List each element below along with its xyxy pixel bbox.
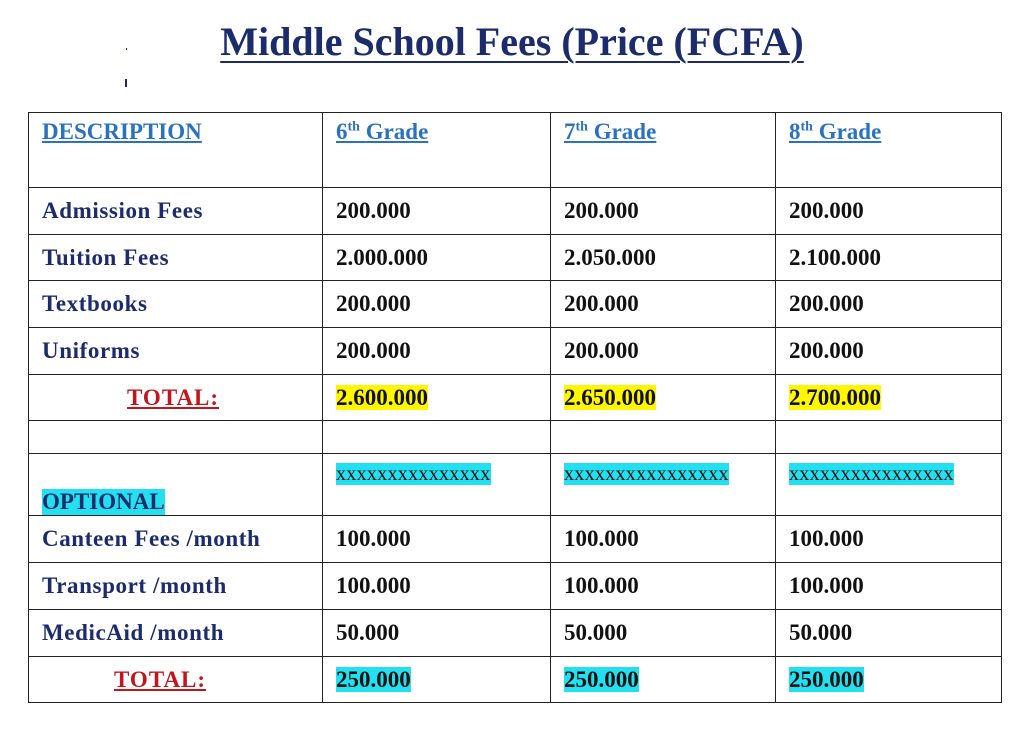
cell-value: 2.050.000: [551, 235, 776, 281]
cell-value: 2.000.000: [323, 235, 551, 281]
header-grade-6: 6th Grade: [323, 113, 551, 188]
placeholder-fill: xxxxxxxxxxxxxxx: [336, 463, 491, 485]
cell-value: 200.000: [551, 328, 776, 375]
cell-value: 100.000: [323, 563, 551, 610]
row-label: Transport /month: [29, 563, 323, 610]
total-cell: [551, 375, 776, 421]
row-label: Admission Fees: [29, 188, 323, 235]
decorative-speck: [125, 79, 127, 87]
table-row: [29, 563, 1002, 610]
optional-label: OPTIONAL: [42, 489, 165, 514]
total-value: 250.000: [789, 666, 864, 692]
cell-value: 200.000: [776, 328, 1002, 375]
cell-value: 200.000: [323, 328, 551, 375]
cell-value: 200.000: [551, 281, 776, 328]
cell-value: 200.000: [776, 281, 1002, 328]
total-value: 250.000: [564, 666, 639, 692]
table-row: [29, 188, 1002, 235]
empty-row: [29, 421, 1002, 454]
cell-value: 200.000: [776, 188, 1002, 235]
optional-label-cell: [29, 454, 323, 516]
cell-value: 100.000: [776, 516, 1002, 563]
total-label: TOTAL:: [127, 384, 220, 410]
table-row: [29, 610, 1002, 657]
total-value: 2.700.000: [789, 384, 881, 410]
table-row: [29, 281, 1002, 328]
cell-value: 100.000: [776, 563, 1002, 610]
total-value: 2.650.000: [564, 384, 656, 410]
total-label-cell: [29, 657, 323, 703]
total-label: TOTAL:: [114, 666, 207, 692]
total-label-cell: [29, 375, 323, 421]
cell-value: 100.000: [551, 516, 776, 563]
header-grade-7: 7th Grade: [551, 113, 776, 188]
table-row: [29, 516, 1002, 563]
optional-header-row: [29, 454, 1002, 516]
table-header-row: [29, 113, 1002, 188]
optional-total-row: [29, 657, 1002, 703]
total-cell: [776, 657, 1002, 703]
cell-value: 100.000: [323, 516, 551, 563]
total-value: 2.600.000: [336, 384, 428, 410]
placeholder-fill: xxxxxxxxxxxxxxxx: [564, 463, 729, 485]
header-grade-8: 8th Grade: [776, 113, 1002, 188]
row-label: Uniforms: [29, 328, 323, 375]
cell-value: 2.100.000: [776, 235, 1002, 281]
fees-table: [28, 112, 1002, 703]
cell-value: 50.000: [551, 610, 776, 657]
cell-value: 50.000: [776, 610, 1002, 657]
row-label: Tuition Fees: [29, 235, 323, 281]
total-value: 250.000: [336, 666, 411, 692]
decorative-speck: [126, 48, 127, 50]
row-label: MedicAid /month: [29, 610, 323, 657]
cell-value: 100.000: [551, 563, 776, 610]
total-row: [29, 375, 1002, 421]
total-cell: [551, 657, 776, 703]
table-row: [29, 235, 1002, 281]
total-cell: [323, 657, 551, 703]
total-cell: [323, 375, 551, 421]
cell-value: 200.000: [551, 188, 776, 235]
cell-value: 200.000: [323, 281, 551, 328]
placeholder-fill: xxxxxxxxxxxxxxxx: [789, 463, 954, 485]
page-title: Middle School Fees (Price (FCFA): [220, 19, 804, 64]
row-label: Canteen Fees /month: [29, 516, 323, 563]
header-description: DESCRIPTION: [29, 113, 323, 188]
table-row: [29, 328, 1002, 375]
cell-value: 50.000: [323, 610, 551, 657]
total-cell: [776, 375, 1002, 421]
cell-value: 200.000: [323, 188, 551, 235]
row-label: Textbooks: [29, 281, 323, 328]
